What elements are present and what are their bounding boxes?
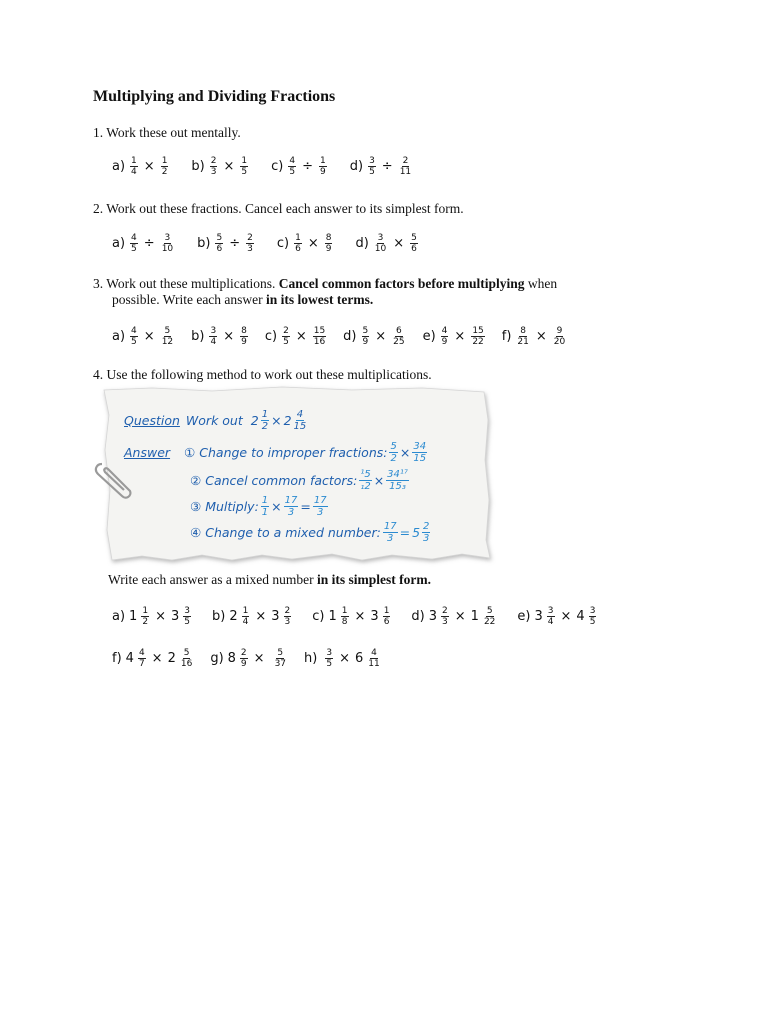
exercise-operator: × [535,329,547,344]
question-1-text: 1. Work these out mentally. [93,125,241,140]
card-question-text: Work out [185,413,243,428]
exercise-label: d) [411,609,425,624]
exercise-fraction: $\frac{2}{11}$ [399,156,412,177]
card-answer-label: Answer [124,445,171,460]
exercise-operator: × [223,159,235,174]
card-question-whole-2: 2 [283,413,292,428]
exercise-fraction: $\frac{1}{6}$ [295,233,301,254]
exercise-label: d) [349,159,364,174]
card-step-1-fraction-1: $\frac{5}{2}$ [390,441,397,464]
exercise-item [517,606,599,627]
exercise-fraction: $\frac{15}{16}$ [313,326,326,347]
exercise-item [191,156,251,177]
exercise-item [355,233,420,254]
card-step-1-number: ① [184,445,196,460]
exercise-item [112,648,196,669]
card-step-3-equals: = [300,499,311,514]
question-2-row [112,233,441,254]
card-step-2-fraction-2: $\frac{\text{34¹⁷}}{\text{15₃}}$ [387,469,408,492]
question-4-row-1 [112,606,617,627]
exercise-fraction: $\frac{4}{5}$ [131,233,137,254]
exercise-label: d) [355,236,369,251]
exercise-fraction: $\frac{5}{22}$ [483,606,496,627]
exercise-label: b) [197,236,211,251]
exercise-operator: × [393,236,405,251]
exercise-operator: × [155,609,166,624]
exercise-item [112,326,177,347]
exercise-operator: × [307,236,319,251]
q4-instruction-text: Write each answer as a mixed number [108,572,317,587]
card-step-4-fraction: $\frac{17}{3}$ [383,521,397,544]
card-question-fraction-2: 4 15 [293,409,307,432]
card-step-4 [190,521,432,544]
exercise-fraction: $\frac{15}{22}$ [472,326,484,347]
exercise-fraction: $\frac{3}{10}$ [161,233,174,254]
page-title: Multiplying and Dividing Fractions [93,88,336,105]
exercise-label: f) [112,651,122,666]
exercise-whole-number: 2 [229,609,238,624]
exercise-label: c) [271,159,284,174]
exercise-fraction: $\frac{2}{9}$ [240,648,247,669]
card-question-label: Question [124,413,180,428]
exercise-label: b) [191,159,205,174]
q3-text-3: possible. Write each answer [112,292,267,307]
exercise-whole-number: 3 [370,609,379,624]
exercise-fraction: $\frac{6}{25}$ [393,326,405,347]
exercise-label: c) [276,236,290,251]
q3-bold-1: Cancel common factors before multiplying [278,276,525,291]
question-2-text: 2. Work out these fractions. Cancel each answer to its simplest form. [93,201,464,216]
exercise-fraction: $\frac{2}{3}$ [442,606,448,627]
exercise-fraction: $\frac{1}{6}$ [383,606,390,627]
card-question-line [124,409,308,432]
exercise-fraction: $\frac{5}{16}$ [180,648,193,669]
card-step-3 [190,495,330,518]
exercise-item [343,326,408,347]
exercise-operator: × [354,609,366,624]
exercise-operator: × [253,651,265,666]
card-step-2 [190,469,411,492]
card-step-2-fraction-1: $\frac{\text{¹5}}{\text{₁2}}$ [360,469,371,492]
exercise-fraction: $\frac{3}{5}$ [326,648,333,669]
exercise-operator: × [454,329,466,344]
exercise-operator: ÷ [381,159,393,174]
exercise-fraction: $\frac{5}{6}$ [216,233,223,254]
exercise-fraction: $\frac{4}{5}$ [131,326,137,347]
exercise-item [350,156,415,177]
exercise-item [197,233,257,254]
exercise-item [191,326,251,347]
exercise-fraction: $\frac{4}{5}$ [289,156,296,177]
card-step-3-op: × [271,499,282,514]
exercise-item [271,156,330,177]
card-step-1-op: × [399,445,411,460]
card-step-3-fraction-2: $\frac{17}{3}$ [284,495,298,518]
exercise-item [277,233,336,254]
exercise-label: a) [112,236,126,251]
exercise-item [112,233,177,254]
exercise-fraction: $\frac{2}{3}$ [210,156,217,177]
exercise-item [502,326,569,347]
exercise-item [210,648,290,669]
q3-text-2: when [524,276,558,291]
exercise-operator: × [143,329,155,344]
exercise-fraction: $\frac{1}{9}$ [320,156,326,177]
card-question-op: × [271,413,282,428]
exercise-operator: × [223,329,235,344]
exercise-operator: × [454,609,466,624]
worked-example-card [124,405,494,555]
exercise-fraction: $\frac{3}{4}$ [210,326,217,347]
card-step-4-whole: 5 [412,525,421,540]
exercise-operator: × [339,651,350,666]
exercise-label: e) [422,329,436,344]
exercise-operator: × [560,609,572,624]
exercise-whole-number: 3 [170,609,180,624]
exercise-item [423,326,488,347]
q4-instruction-bold: in its simplest form. [317,572,431,587]
exercise-fraction: $\frac{1}{5}$ [241,156,248,177]
card-step-3-result: $\frac{17}{3}$ [313,495,327,518]
question-4-row-2 [112,648,398,669]
card-step-1-fraction-2: $\frac{34}{15}$ [413,441,427,464]
exercise-label: d) [343,329,357,344]
exercise-label: h) [304,651,318,666]
exercise-fraction: $\frac{8}{21}$ [517,326,529,347]
exercise-whole-number: 6 [354,651,364,666]
card-step-2-number: ② [190,473,202,488]
exercise-item [411,606,499,627]
question-3-row [112,326,583,347]
exercise-operator: × [151,651,163,666]
question-3-text [93,276,653,292]
exercise-fraction: $\frac{3}{10}$ [374,233,387,254]
exercise-operator: × [255,609,267,624]
exercise-fraction: $\frac{8}{9}$ [325,233,332,254]
card-step-4-result: 2 3 [423,521,430,544]
exercise-label: g) [210,651,224,666]
exercise-whole-number: 3 [271,609,280,624]
exercise-fraction: $\frac{1}{4}$ [131,156,137,177]
exercise-fraction: $\frac{4}{9}$ [441,326,448,347]
card-step-3-text: Multiply: [205,499,259,514]
exercise-item [304,648,384,669]
exercise-whole-number: 1 [129,609,138,624]
exercise-fraction: $\frac{5}{9}$ [362,326,369,347]
exercise-label: f) [501,329,512,344]
exercise-fraction: $\frac{1}{2}$ [161,156,168,177]
exercise-fraction: $\frac{8}{9}$ [241,326,247,347]
exercise-whole-number: 1 [470,609,479,624]
exercise-fraction: $\frac{5}{12}$ [161,326,174,347]
card-step-3-fraction-1: $\frac{1}{1}$ [261,495,269,518]
exercise-label: a) [112,329,126,344]
exercise-operator: ÷ [302,159,313,174]
exercise-fraction: $\frac{3}{4}$ [547,606,554,627]
card-step-2-op: × [373,473,385,488]
exercise-fraction: $\frac{9}{20}$ [553,326,566,347]
exercise-label: a) [112,159,126,174]
card-question-whole-1: 2 [250,413,259,428]
card-step-4-text: Change to a mixed number: [205,525,381,540]
exercise-fraction: $\frac{3}{5}$ [589,606,596,627]
question-4-text: 4. Use the following method to work out these multiplications. [93,367,432,382]
exercise-fraction: $\frac{2}{3}$ [247,233,253,254]
exercise-label: b) [191,329,205,344]
question-4-instruction [108,572,431,588]
card-step-2-text: Cancel common factors: [205,473,358,488]
exercise-whole-number: 1 [328,609,337,624]
card-step-1-text: Change to improper fractions: [199,445,388,460]
card-step-1 [124,441,429,464]
exercise-whole-number: 8 [227,651,236,666]
exercise-label: b) [211,609,226,624]
card-step-4-equals: = [399,525,411,540]
question-3-text-line2 [112,292,373,308]
exercise-operator: × [375,329,387,344]
exercise-fraction: $\frac{3}{5}$ [369,156,375,177]
exercise-fraction: $\frac{4}{11}$ [368,648,380,669]
card-step-3-number: ③ [190,499,202,514]
exercise-whole-number: 4 [125,651,134,666]
exercise-whole-number: 3 [534,609,543,624]
exercise-fraction: $\frac{5}{37}$ [274,648,287,669]
exercise-whole-number: 3 [428,609,438,624]
exercise-label: e) [517,609,531,624]
exercise-fraction: $\frac{1}{2}$ [142,606,149,627]
exercise-label: c) [264,329,278,344]
exercise-operator: ÷ [229,236,241,251]
exercise-fraction: $\frac{2}{5}$ [283,326,289,347]
exercise-item [312,606,393,627]
exercise-operator: × [295,329,307,344]
exercise-operator: ÷ [143,236,155,251]
exercise-fraction: $\frac{3}{5}$ [184,606,190,627]
q3-bold-2: in its lowest terms. [266,292,374,307]
exercise-item [112,606,194,627]
card-step-4-number: ④ [190,525,202,540]
question-1-row [112,156,435,177]
exercise-fraction: $\frac{5}{6}$ [411,233,417,254]
exercise-fraction: $\frac{1}{4}$ [242,606,249,627]
q3-text-1: 3. Work out these multiplications. [93,276,279,291]
exercise-whole-number: 4 [576,609,585,624]
exercise-whole-number: 2 [167,651,176,666]
card-question-fraction-1: $\frac{1}{2}$ [261,409,269,432]
exercise-item [112,156,171,177]
exercise-item [265,326,329,347]
exercise-item [212,606,294,627]
exercise-fraction: $\frac{2}{3}$ [284,606,291,627]
exercise-label: a) [112,609,126,624]
exercise-fraction: $\frac{1}{8}$ [341,606,348,627]
exercise-fraction: $\frac{4}{7}$ [138,648,145,669]
exercise-label: c) [312,609,325,624]
exercise-operator: × [143,159,155,174]
